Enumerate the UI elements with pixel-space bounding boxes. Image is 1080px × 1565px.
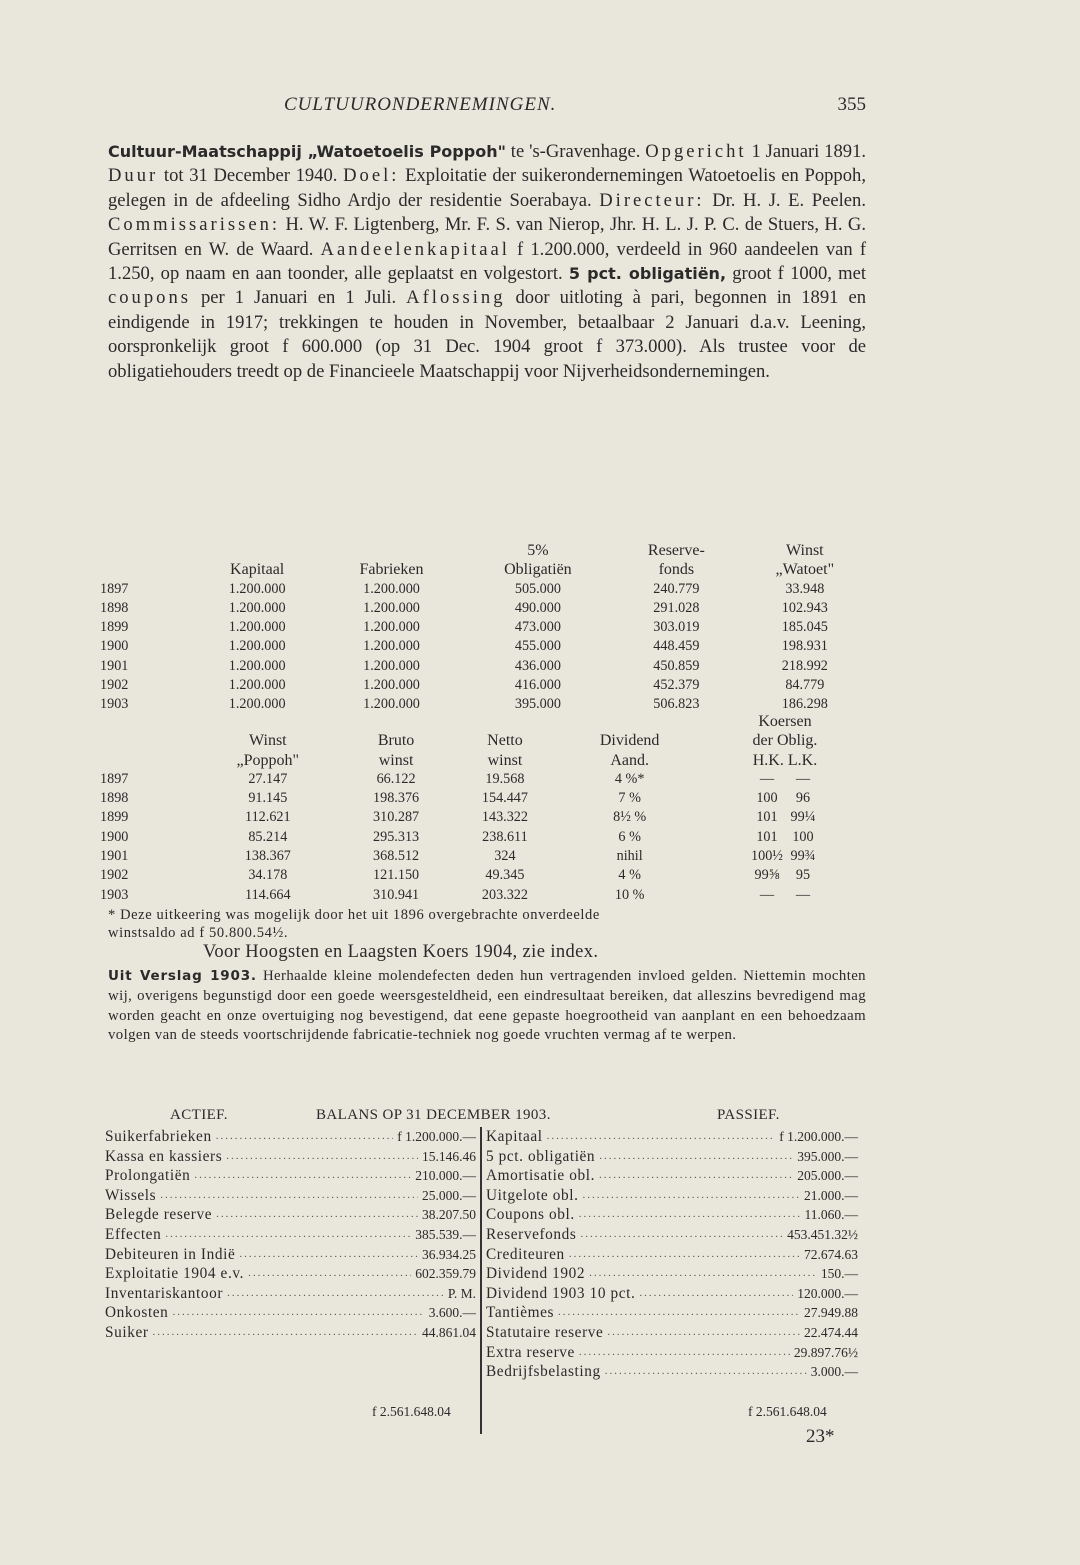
balance-amount: 3.600.—: [428, 1305, 476, 1321]
koers-lk: —: [795, 886, 811, 903]
value-cell: 91.145: [248, 790, 288, 807]
value-cell: 395.000: [514, 696, 561, 713]
value-cell: 1.200.000: [363, 696, 420, 713]
leader-dots: [194, 1166, 411, 1186]
koers-cell: [700, 866, 870, 885]
balance-label: Suikerfabrieken: [105, 1128, 212, 1145]
column-header: „Poppoh": [236, 751, 300, 769]
balance-amount: 72.674.63: [804, 1246, 858, 1262]
balance-amount: 15.146.46: [422, 1148, 476, 1164]
koers-hk: 101: [756, 828, 778, 845]
value-cell: 1.200.000: [228, 619, 286, 636]
leader-dots: [160, 1186, 418, 1206]
koers-lk: 100: [792, 828, 814, 845]
value-cell: 203.322: [481, 886, 528, 903]
balance-actief-column: [105, 1127, 476, 1343]
report-label: Uit Verslag 1903.: [108, 968, 257, 984]
leader-dots: [248, 1264, 411, 1284]
report-text: Herhaalde kleine molendefecten deden hun vertragenden invloed gelden. Niettemin mochten wij, overigens begunstigd door een goede weersgesteldheid, een eindresultaat bereiken, dat alleszins bevredigend mag worden geacht en onze overtuiging nog bevestigend, dat eene gepaste hoegrootheid van aanplant en een behoedzaam volgen van de steeds voortschrijdende fabricatie-techniek nog goede vruchten vermag af te werpen.: [108, 968, 866, 1044]
value-cell: 27.147: [248, 770, 288, 787]
column-header: Netto: [487, 732, 523, 750]
keyword-coupons: coupons: [108, 287, 191, 309]
value-cell: 4 %: [618, 867, 641, 884]
table-row: [100, 618, 870, 637]
keyword-duur: Duur: [108, 165, 159, 187]
footnote-line: * Deze uitkeering was mogelijk door het uit 1896 overgebrachte onverdeelde: [108, 907, 600, 923]
column-header: Aand.: [610, 751, 649, 769]
value-cell: 66.122: [376, 770, 416, 787]
column-header: Kapitaal: [230, 561, 285, 579]
balance-amount: f 1.200.000.—: [397, 1129, 476, 1144]
value-cell: 448.459: [653, 638, 700, 655]
value-cell: 450.859: [653, 657, 700, 674]
koers-hk: 99⅝: [754, 867, 780, 884]
value-cell: 1.200.000: [363, 580, 420, 597]
balance-passief-heading: PASSIEF.: [717, 1107, 780, 1123]
balance-row: [486, 1186, 858, 1206]
value-cell: 102.943: [781, 599, 828, 616]
value-cell: 240.779: [653, 580, 700, 597]
intro-text: Dr. H. J. E. Peelen.: [704, 189, 866, 211]
balance-row: [105, 1225, 476, 1245]
balance-amount: 120.000.—: [797, 1285, 858, 1301]
koers-lk: 99¼: [790, 809, 816, 826]
leader-dots: [216, 1127, 394, 1147]
koers-cell: [700, 789, 870, 808]
table-header-row: [100, 751, 870, 770]
intro-text: groot f 1000, met: [726, 263, 866, 285]
value-cell: 416.000: [514, 677, 561, 694]
value-cell: 7 %: [618, 790, 641, 807]
value-cell: 455.000: [514, 638, 561, 655]
value-cell: 185.045: [781, 619, 828, 636]
leader-dots: [639, 1284, 793, 1304]
koers-hk: —: [759, 886, 775, 903]
leader-dots: [227, 1284, 444, 1304]
balance-row: [486, 1225, 858, 1245]
leader-dots: [607, 1323, 800, 1343]
table-header-row: [100, 541, 870, 560]
leader-dots: [605, 1362, 807, 1382]
balance-label: Effecten: [105, 1225, 162, 1243]
balance-amount: f 1.200.000.—: [779, 1129, 858, 1144]
balance-amount: 602.359.79: [415, 1266, 476, 1282]
balance-amount: 453.451.32½: [787, 1226, 858, 1242]
column-header: winst: [487, 751, 523, 769]
stats-table-profits: [100, 712, 870, 905]
value-cell: 114.664: [245, 886, 291, 903]
table-header-row: [100, 712, 870, 731]
column-header: winst: [378, 751, 414, 769]
balance-label: Dividend 1903 10 pct.: [486, 1284, 636, 1302]
value-cell: 138.367: [244, 848, 291, 865]
balance-label: Crediteuren: [486, 1245, 565, 1263]
value-cell: 85.214: [248, 828, 288, 845]
balance-amount: 38.207.50: [422, 1207, 476, 1223]
year-cell: 1899: [100, 619, 129, 636]
value-cell: 310.287: [373, 809, 420, 826]
balance-label: Exploitatie 1904 e.v.: [105, 1265, 245, 1283]
balance-row: [486, 1284, 858, 1304]
value-cell: 1.200.000: [363, 619, 420, 636]
balance-amount: 22.474.44: [804, 1324, 858, 1340]
leader-dots: [580, 1225, 783, 1245]
leader-dots: [547, 1127, 776, 1147]
balance-label: Dividend 1902: [486, 1265, 586, 1283]
leader-dots: [558, 1303, 800, 1323]
intro-text: 1 Januari 1891.: [746, 141, 867, 162]
koers-hk: 100½: [751, 848, 783, 865]
balance-total-actief: f 2.561.648.04: [372, 1404, 451, 1419]
balance-label: Debiteuren in Indië: [105, 1245, 236, 1263]
balance-label: Kapitaal: [486, 1128, 543, 1145]
balance-label: Prolongatiën: [105, 1167, 191, 1185]
column-header: Obligatiën: [504, 561, 572, 579]
balance-amount: 36.934.25: [422, 1246, 476, 1262]
balance-row: [105, 1166, 476, 1186]
value-cell: 1.200.000: [228, 657, 286, 674]
company-name: Cultuur-Maatschappij „Watoetoelis Poppoh": [108, 142, 506, 161]
stats-table-capital: [100, 541, 870, 715]
value-cell: 154.447: [481, 790, 528, 807]
balance-row: [105, 1284, 476, 1304]
table-row: [100, 886, 870, 905]
column-header: fonds: [658, 561, 695, 579]
balance-total-passief: f 2.561.648.04: [748, 1404, 827, 1419]
balance-label: Bedrijfsbelasting: [486, 1363, 601, 1381]
column-header: Bruto: [377, 732, 415, 750]
value-cell: 33.948: [785, 580, 825, 597]
balance-row: [105, 1323, 476, 1343]
value-cell: 310.941: [373, 886, 420, 903]
balance-title: BALANS OP 31 DECEMBER 1903.: [316, 1107, 551, 1123]
balance-label: Coupons obl.: [486, 1206, 575, 1224]
leader-dots: [172, 1303, 424, 1323]
value-cell: 143.322: [481, 809, 528, 826]
balance-label: Tantièmes: [486, 1304, 555, 1322]
value-cell: 1.200.000: [228, 580, 286, 597]
year-cell: 1898: [100, 599, 129, 616]
leader-dots: [569, 1245, 800, 1265]
keyword-obligatien: 5 pct. obligatiën,: [568, 264, 727, 284]
value-cell: 1.200.000: [363, 677, 420, 694]
intro-text: f 1.200.000, verdeeld in 960 aandeelen van f 1.250, op naam en aan toonder, alle geplaatst en volgestort.: [108, 238, 867, 285]
balance-row: [105, 1303, 476, 1323]
balance-divider: [480, 1127, 482, 1434]
balance-actief-heading: ACTIEF.: [170, 1107, 228, 1123]
table-row: [100, 770, 870, 789]
year-cell: 1899: [100, 809, 129, 826]
balance-amount: 44.861.04: [422, 1324, 476, 1340]
index-reference: Voor Hoogsten en Laagsten Koers 1904, zie index.: [203, 942, 599, 962]
year-cell: 1900: [100, 638, 129, 655]
table-row: [100, 866, 870, 885]
balance-amount: 385.539.—: [415, 1226, 476, 1242]
year-cell: 1898: [100, 790, 129, 807]
balance-amount: 395.000.—: [797, 1148, 858, 1164]
value-cell: 1.200.000: [363, 638, 420, 655]
balance-row: [486, 1264, 858, 1284]
balance-amount: P. M.: [447, 1285, 476, 1301]
table-row: [100, 637, 870, 656]
balance-row: [105, 1147, 476, 1167]
year-cell: 1901: [100, 657, 129, 674]
leader-dots: [589, 1264, 817, 1284]
year-cell: 1897: [100, 770, 129, 787]
balance-label: Wissels: [105, 1186, 157, 1204]
value-cell: 121.150: [373, 867, 420, 884]
value-cell: 490.000: [514, 599, 561, 616]
column-header: Winst: [786, 542, 824, 559]
year-cell: 1901: [100, 848, 129, 865]
value-cell: 436.000: [514, 657, 561, 674]
year-cell: 1902: [100, 677, 129, 694]
leader-dots: [239, 1245, 418, 1265]
value-cell: 1.200.000: [228, 677, 286, 694]
balance-label: Uitgelote obl.: [486, 1186, 579, 1204]
balance-amount: 21.000.—: [804, 1187, 858, 1203]
leader-dots: [599, 1166, 793, 1186]
balance-amount: 29.897.76½: [793, 1344, 858, 1360]
koers-hk: 101: [756, 809, 778, 826]
year-cell: 1902: [100, 867, 129, 884]
koers-cell: [700, 886, 870, 905]
column-header: Dividend: [599, 732, 660, 750]
leader-dots: [216, 1205, 418, 1225]
column-header: Reserve-: [647, 542, 705, 559]
value-cell: 291.028: [653, 599, 700, 616]
intro-text: per 1 Januari en 1 Juli.: [190, 287, 407, 309]
koers-lk: 99¾: [790, 848, 816, 865]
column-header: Koersen: [758, 713, 812, 730]
year-cell: 1897: [100, 580, 129, 597]
balance-amount: 27.949.88: [804, 1305, 858, 1321]
table-header-row: [100, 560, 870, 579]
running-title: CULTUURONDERNEMINGEN.: [284, 94, 557, 115]
value-cell: 324: [494, 848, 516, 865]
leader-dots: [226, 1147, 418, 1167]
intro-text: H. W. F. Ligtenberg, Mr. F. S. van Nierop, Jhr. H. L. J. P. C. de Stuers, H. G. Gerritsen en W. de Waard.: [108, 214, 866, 260]
value-cell: 4 %*: [614, 770, 645, 787]
company-description: [108, 140, 866, 384]
balance-label: Kassa en kassiers: [105, 1147, 223, 1165]
column-header: [320, 541, 462, 560]
koers-cell: [700, 808, 870, 827]
leader-dots: [153, 1323, 418, 1343]
balance-amount: 205.000.—: [797, 1168, 858, 1184]
value-cell: 368.512: [373, 848, 420, 865]
value-cell: 295.313: [373, 828, 420, 845]
value-cell: 84.779: [785, 677, 825, 694]
balance-label: Amortisatie obl.: [486, 1167, 596, 1185]
signature-mark: 23*: [806, 1426, 835, 1447]
leader-dots: [579, 1343, 790, 1363]
value-cell: 10 %: [614, 886, 645, 903]
footnote: [108, 906, 868, 942]
footnote-line: winstsaldo ad f 50.800.54½.: [108, 925, 289, 941]
balance-label: Inventariskantoor: [105, 1284, 224, 1302]
balance-row: [486, 1245, 858, 1265]
value-cell: 34.178: [248, 867, 288, 884]
value-cell: 19.568: [485, 770, 525, 787]
keyword-directeur: Directeur:: [599, 189, 705, 211]
value-cell: 473.000: [514, 619, 561, 636]
annual-report-excerpt: [108, 967, 866, 1046]
intro-text: te 's-Gravenhage.: [505, 141, 646, 162]
koers-lk: —: [795, 770, 811, 787]
table-header-row: [100, 731, 870, 750]
column-header: Fabrieken: [359, 561, 424, 579]
balance-row: [486, 1323, 858, 1343]
year-cell: 1900: [100, 828, 129, 845]
column-header: „Watoet": [775, 561, 835, 579]
keyword-doel: Doel:: [343, 165, 400, 187]
balance-row: [105, 1205, 476, 1225]
value-cell: 186.298: [781, 696, 828, 713]
koers-hk: 100: [756, 790, 778, 807]
table-row: [100, 657, 870, 676]
column-header: der Oblig.: [752, 732, 818, 750]
balance-label: 5 pct. obligatiën: [486, 1147, 596, 1165]
balance-label: Suiker: [105, 1323, 149, 1341]
leader-dots: [599, 1147, 793, 1167]
leader-dots: [165, 1225, 411, 1245]
column-header: 5%: [527, 542, 549, 559]
value-cell: 8½ %: [613, 809, 647, 826]
koers-cell: [700, 770, 870, 789]
balance-row: [105, 1127, 476, 1147]
balance-label: Belegde reserve: [105, 1206, 213, 1224]
balance-amount: 150.—: [820, 1266, 858, 1282]
balance-row: [486, 1166, 858, 1186]
koers-cell: [700, 828, 870, 847]
table-row: [100, 808, 870, 827]
koers-cell: [700, 847, 870, 866]
table-row: [100, 599, 870, 618]
value-cell: 112.621: [245, 809, 291, 826]
koers-lk: 95: [795, 867, 811, 884]
year-cell: 1903: [100, 696, 129, 713]
intro-text: door uitloting à pari, begonnen in 1891 en eindigende in 1917; trekkingen te houden in November, betaalbaar 2 Januari d.a.v. Leening, oorspronkelijk groot f 600.000 (op 31 Dec. 1904 groot f 373.000). Als trustee voor de obligatiehouders treedt op de Financieele Maatschappij voor Nijverheidsondernemingen.: [108, 287, 866, 382]
koers-lk: 96: [795, 790, 811, 807]
balance-row: [486, 1205, 858, 1225]
balance-label: Extra reserve: [486, 1343, 575, 1361]
balance-amount: 25.000.—: [422, 1187, 476, 1203]
keyword-aandeelenkapitaal: Aandeelenkapitaal: [320, 238, 510, 260]
page-number: 355: [837, 94, 866, 115]
value-cell: 1.200.000: [363, 657, 420, 674]
value-cell: 198.376: [373, 790, 420, 807]
value-cell: 1.200.000: [363, 599, 420, 616]
value-cell: 49.345: [485, 867, 525, 884]
keyword-opgericht: Opgericht: [645, 141, 747, 162]
balance-row: [486, 1343, 858, 1363]
leader-dots: [583, 1186, 800, 1206]
balance-passief-column: [486, 1127, 858, 1382]
value-cell: 1.200.000: [228, 638, 286, 655]
value-cell: 505.000: [514, 580, 561, 597]
balance-row: [486, 1362, 858, 1382]
balance-row: [105, 1264, 476, 1284]
balance-label: Statutaire reserve: [486, 1323, 604, 1341]
year-cell: 1903: [100, 886, 129, 903]
balance-row: [486, 1147, 858, 1167]
table-row: [100, 676, 870, 695]
table-row: [100, 828, 870, 847]
balance-row: [486, 1127, 858, 1147]
table-row: [100, 789, 870, 808]
balance-amount: 3.000.—: [810, 1364, 858, 1380]
intro-text: tot 31 December 1940.: [158, 165, 344, 187]
keyword-commissarissen: Commissarissen:: [108, 214, 281, 236]
value-cell: nihil: [616, 848, 643, 865]
intro-text: Exploitatie der suikerondernemingen Watoetoelis en Poppoh, gelegen in de afdeeling Sidho Ardjo der residentie Soerabaya.: [108, 165, 866, 211]
keyword-aflossing: Aflossing: [406, 287, 506, 309]
value-cell: 1.200.000: [228, 696, 286, 713]
value-cell: 218.992: [781, 657, 828, 674]
balance-label: Reservefonds: [486, 1225, 577, 1243]
value-cell: 506.823: [653, 696, 700, 713]
value-cell: 303.019: [653, 619, 700, 636]
table-row: [100, 847, 870, 866]
value-cell: 238.611: [482, 828, 528, 845]
koers-hk: —: [759, 770, 775, 787]
value-cell: 198.931: [781, 638, 828, 655]
table-row: [100, 580, 870, 599]
balance-row: [105, 1245, 476, 1265]
balance-label: Onkosten: [105, 1304, 169, 1322]
balance-row: [486, 1303, 858, 1323]
leader-dots: [579, 1205, 801, 1225]
column-header: Winst: [249, 732, 287, 750]
value-cell: 452.379: [653, 677, 700, 694]
balance-amount: 210.000.—: [415, 1168, 476, 1184]
column-header: H.K. L.K.: [752, 751, 818, 769]
column-header: [194, 541, 320, 560]
value-cell: 1.200.000: [228, 599, 286, 616]
balance-row: [105, 1186, 476, 1206]
value-cell: 6 %: [618, 828, 641, 845]
balance-amount: 11.060.—: [804, 1207, 858, 1223]
